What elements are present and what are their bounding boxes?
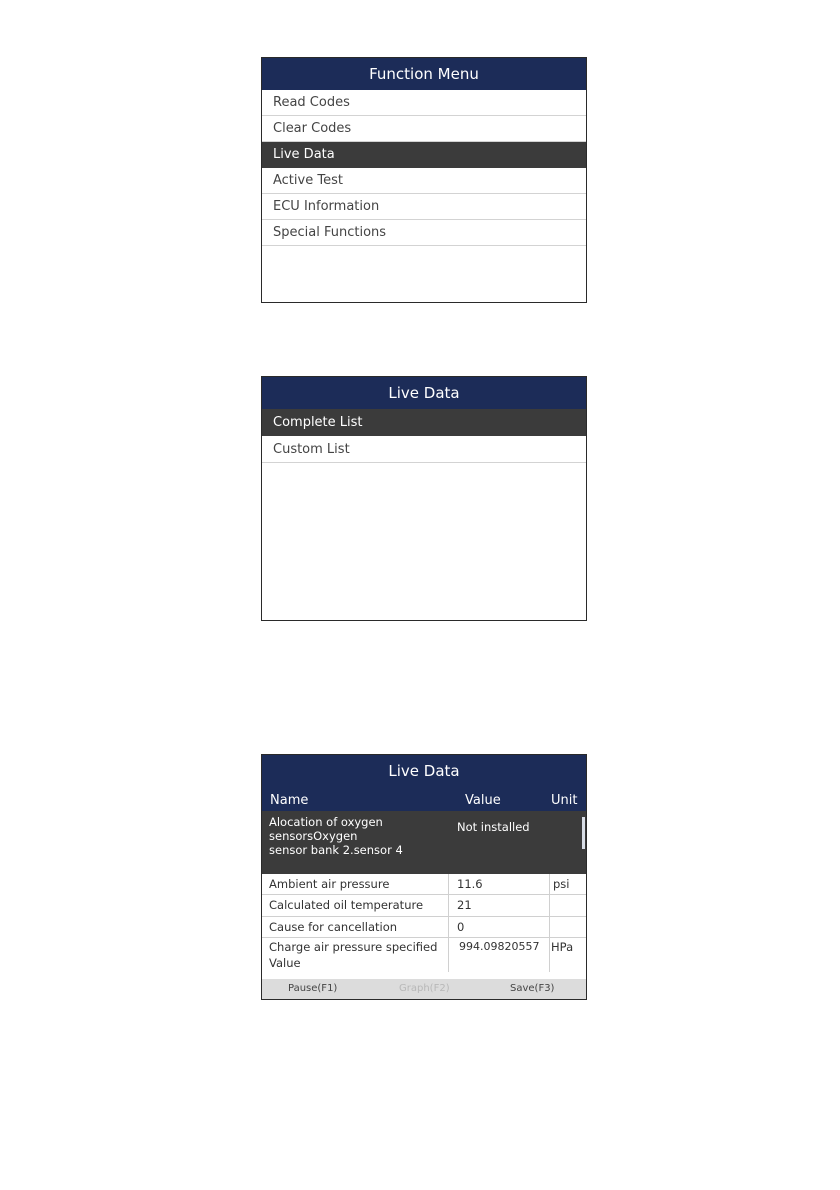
- scrollbar[interactable]: [582, 817, 585, 849]
- row-name-line: sensor bank 2.sensor 4: [269, 843, 403, 857]
- menu-item-read-codes[interactable]: Read Codes: [262, 90, 586, 116]
- row-name: [262, 938, 449, 972]
- function-key-bar: [262, 979, 586, 999]
- row-name-line: Alocation of oxygen: [269, 815, 383, 829]
- menu-item-complete-list[interactable]: Complete List: [262, 409, 586, 436]
- row-unit: HPa: [551, 940, 574, 954]
- function-menu-screen: [261, 57, 587, 303]
- row-name: Cause for cancellation: [262, 917, 449, 937]
- row-name: [262, 811, 449, 873]
- live-data-menu-screen: [261, 376, 587, 621]
- row-unit: psi: [553, 877, 570, 891]
- row-unit: [550, 917, 580, 937]
- menu-item-special-functions[interactable]: Special Functions: [262, 220, 586, 246]
- menu-item-custom-list[interactable]: Custom List: [262, 436, 586, 463]
- row-name-line: sensorsOxygen: [269, 829, 358, 843]
- table-row[interactable]: [262, 917, 586, 938]
- row-name-line: Value: [269, 956, 301, 970]
- column-header-name: Name: [270, 793, 309, 808]
- table-header: [262, 787, 586, 811]
- live-data-list-title: Live Data: [262, 755, 586, 787]
- row-value: 21: [449, 895, 550, 916]
- menu-item-active-test[interactable]: Active Test: [262, 168, 586, 194]
- function-menu-title: Function Menu: [262, 58, 586, 90]
- row-value: Not installed: [449, 811, 550, 873]
- table-row[interactable]: [262, 895, 586, 917]
- table-row[interactable]: [262, 938, 586, 972]
- row-unit: [550, 895, 580, 916]
- row-value: 994.09820557: [449, 938, 550, 972]
- live-data-list-screen: [261, 754, 587, 1000]
- row-name-line: Charge air pressure specified: [269, 940, 438, 954]
- menu-item-ecu-information[interactable]: ECU Information: [262, 194, 586, 220]
- row-name: Ambient air pressure: [262, 874, 449, 894]
- row-unit: [550, 811, 580, 873]
- column-header-unit: Unit: [551, 793, 578, 808]
- row-value: 11.6: [449, 874, 550, 894]
- pause-button[interactable]: Pause(F1): [288, 983, 338, 994]
- graph-button[interactable]: Graph(F2): [399, 983, 450, 994]
- column-header-value: Value: [465, 793, 501, 808]
- table-row[interactable]: [262, 874, 586, 895]
- table-row[interactable]: [262, 811, 586, 874]
- save-button[interactable]: Save(F3): [510, 983, 555, 994]
- live-data-menu-title: Live Data: [262, 377, 586, 409]
- menu-item-live-data[interactable]: Live Data: [262, 142, 586, 168]
- row-value: 0: [449, 917, 550, 937]
- menu-item-clear-codes[interactable]: Clear Codes: [262, 116, 586, 142]
- row-name: Calculated oil temperature: [262, 895, 449, 916]
